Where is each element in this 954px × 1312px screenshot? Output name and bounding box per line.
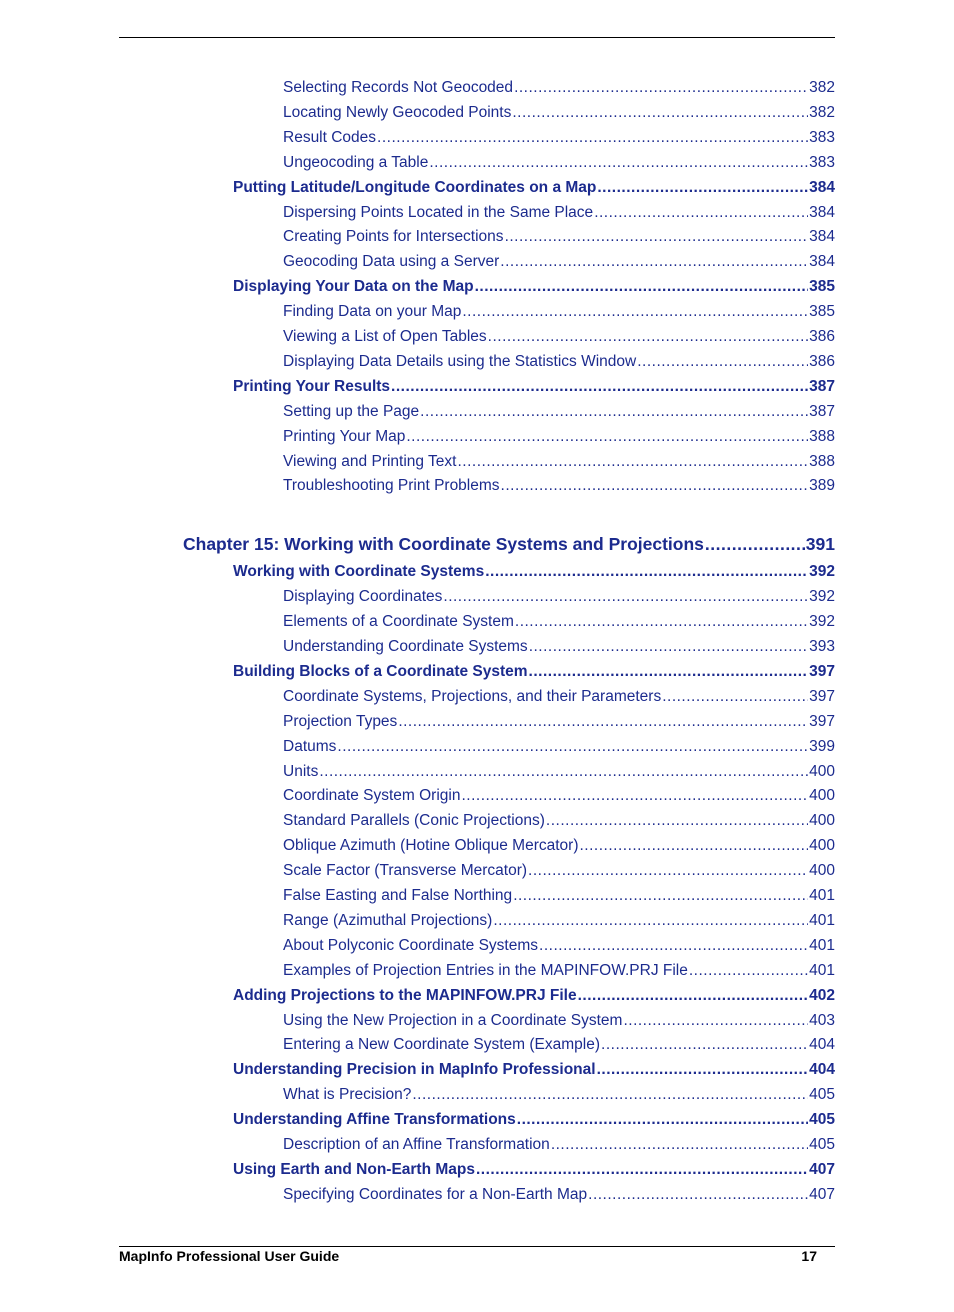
toc-entry-title: Using Earth and Non-Earth Maps	[233, 1160, 475, 1178]
toc-entry-page: 385	[809, 303, 835, 321]
toc-section-entry[interactable]	[233, 661, 835, 683]
toc-entry-page: 401	[809, 936, 835, 954]
toc-subsection-entry[interactable]	[283, 152, 835, 174]
toc-dot-leader	[578, 985, 809, 1007]
toc-entry-title: Printing Your Map	[283, 427, 406, 445]
toc-entry-page: 388	[809, 452, 835, 470]
toc-entry-title: Setting up the Page	[283, 402, 420, 420]
toc-entry-title: Specifying Coordinates for a Non-Earth Map	[283, 1185, 588, 1203]
toc-entry-page: 382	[809, 103, 835, 121]
toc-entry-page: 384	[809, 178, 835, 196]
toc-section-entry[interactable]	[233, 276, 835, 298]
toc-dot-leader	[539, 935, 808, 957]
toc-entry-page: 392	[809, 563, 835, 581]
toc-subsection-entry[interactable]	[283, 935, 835, 957]
toc-entry-title: Coordinate System Origin	[283, 787, 461, 805]
toc-dot-leader	[597, 1059, 809, 1081]
toc-entry-title: Building Blocks of a Coordinate System	[233, 662, 528, 680]
toc-dot-leader	[662, 686, 808, 708]
toc-subsection-entry[interactable]	[283, 835, 835, 857]
toc-dot-leader	[551, 1134, 808, 1156]
toc-dot-leader	[429, 152, 808, 174]
toc-entry-title: Adding Projections to the MAPINFOW.PRJ File	[233, 986, 577, 1004]
toc-entry-page: 404	[809, 1061, 835, 1079]
toc-entry-page: 397	[809, 662, 835, 680]
toc-entry-title: Entering a New Coordinate System (Example)	[283, 1036, 601, 1054]
toc-subsection-entry[interactable]	[283, 636, 835, 658]
toc-chapter-entry[interactable]	[183, 531, 835, 557]
toc-entry-title: False Easting and False Northing	[283, 887, 513, 904]
toc-subsection-entry[interactable]	[283, 1184, 835, 1206]
toc-subsection-entry[interactable]	[283, 226, 835, 248]
toc-entry-page: 405	[809, 1111, 835, 1129]
toc-subsection-entry[interactable]	[283, 127, 835, 149]
toc-subsection-entry[interactable]	[283, 1134, 835, 1156]
toc-entry-title: Locating Newly Geocoded Points	[283, 103, 512, 121]
toc-subsection-entry[interactable]	[283, 785, 835, 807]
toc-entry-title: Description of an Affine Transformation	[283, 1136, 550, 1153]
toc-entry-title: Displaying Data Details using the Statistics Window	[283, 352, 637, 370]
toc-subsection-entry[interactable]	[283, 810, 835, 832]
toc-subsection-entry[interactable]	[283, 910, 835, 932]
toc-subsection-entry[interactable]	[283, 251, 835, 273]
toc-dot-leader	[391, 376, 808, 398]
toc-subsection-entry[interactable]	[283, 475, 835, 497]
toc-entry-page: 383	[809, 128, 835, 146]
toc-entry-title: Displaying Your Data on the Map	[233, 278, 474, 296]
toc-section-entry[interactable]	[233, 561, 835, 583]
toc-entry-page: 400	[809, 837, 835, 855]
toc-subsection-entry[interactable]	[283, 326, 835, 348]
toc-section-entry[interactable]	[233, 177, 835, 199]
toc-entry-page: 393	[809, 638, 835, 655]
toc-entry-page: 387	[809, 377, 835, 395]
toc-subsection-entry[interactable]	[283, 401, 835, 423]
toc-entry-title: Putting Latitude/Longitude Coordinates on a Map	[233, 178, 597, 196]
toc-subsection-entry[interactable]	[283, 102, 835, 124]
toc-dot-leader	[594, 202, 808, 224]
toc-subsection-entry[interactable]	[283, 686, 835, 708]
toc-dot-leader	[637, 351, 808, 373]
toc-dot-leader	[515, 611, 808, 633]
toc-dot-leader	[488, 326, 808, 348]
toc-entry-title: Displaying Coordinates	[283, 588, 443, 606]
toc-subsection-entry[interactable]	[283, 960, 835, 982]
toc-dot-leader	[398, 711, 808, 733]
toc-entry-page: 384	[809, 253, 835, 271]
toc-dot-leader	[457, 451, 808, 473]
toc-dot-leader	[319, 761, 808, 783]
toc-subsection-entry[interactable]	[283, 1084, 835, 1106]
toc-entry-page: 385	[809, 278, 835, 296]
toc-entry-page: 386	[809, 352, 835, 370]
toc-entry-page: 405	[809, 1136, 835, 1153]
toc-dot-leader	[493, 910, 808, 932]
toc-dot-leader	[461, 785, 808, 807]
toc-entry-title: Standard Parallels (Conic Projections)	[283, 812, 545, 830]
toc-dot-leader	[412, 1084, 808, 1106]
toc-subsection-entry[interactable]	[283, 77, 835, 99]
toc-entry-page: 401	[809, 961, 835, 979]
toc-entry-title: Understanding Precision in MapInfo Professional	[233, 1061, 596, 1079]
toc-dot-leader	[462, 301, 808, 323]
toc-entry-page: 397	[809, 712, 835, 730]
toc-dot-leader	[514, 77, 808, 99]
toc-entry-page: 382	[809, 79, 835, 96]
toc-entry-page: 384	[809, 228, 835, 246]
toc-entry-title: About Polyconic Coordinate Systems	[283, 936, 539, 954]
toc-entry-page: 388	[809, 427, 835, 445]
toc-subsection-entry[interactable]	[283, 860, 835, 882]
toc-dot-leader	[500, 251, 808, 273]
toc-entry-page: 407	[809, 1160, 835, 1178]
toc-dot-leader	[476, 1159, 808, 1181]
toc-dot-leader	[689, 960, 808, 982]
toc-dot-leader	[485, 561, 808, 583]
toc-dot-leader	[443, 586, 808, 608]
toc-entry-title: Range (Azimuthal Projections)	[283, 911, 493, 929]
toc-entry-page: 389	[809, 477, 835, 495]
toc-subsection-entry[interactable]	[283, 1010, 835, 1032]
toc-entry-page: 402	[809, 986, 835, 1004]
toc-subsection-entry[interactable]	[283, 202, 835, 224]
toc-entry-title: Viewing and Printing Text	[283, 452, 457, 470]
toc-dot-leader	[517, 1109, 808, 1131]
toc-subsection-entry[interactable]	[283, 351, 835, 373]
toc-entry-title: Chapter 15: Working with Coordinate Systems and Projections	[183, 534, 704, 555]
toc-dot-leader	[337, 736, 808, 758]
toc-entry-page: 407	[809, 1185, 835, 1203]
toc-dot-leader	[529, 661, 809, 683]
toc-entry-title: Result Codes	[283, 128, 377, 146]
toc-dot-leader	[588, 1184, 808, 1206]
toc-dot-leader	[580, 835, 809, 857]
toc-entry-title: Understanding Coordinate Systems	[283, 638, 528, 655]
toc-entry-title: Oblique Azimuth (Hotine Oblique Mercator)	[283, 837, 579, 855]
toc-entry-title: Printing Your Results	[233, 377, 391, 395]
toc-entry-page: 400	[809, 812, 835, 830]
toc-subsection-entry[interactable]	[283, 426, 835, 448]
footer-rule	[119, 1246, 835, 1247]
toc-dot-leader	[475, 276, 809, 298]
toc-dot-leader	[513, 885, 808, 907]
toc-subsection-entry[interactable]	[283, 885, 835, 907]
toc-entry-title: Ungeocoding a Table	[283, 153, 429, 171]
toc-dot-leader	[420, 401, 808, 423]
toc-entry-title: Elements of a Coordinate System	[283, 613, 514, 631]
toc-entry-title: Finding Data on your Map	[283, 303, 462, 321]
toc-subsection-entry[interactable]	[283, 451, 835, 473]
toc-entry-page: 403	[809, 1011, 835, 1029]
toc-dot-leader	[406, 426, 808, 448]
toc-section-entry[interactable]	[233, 985, 835, 1007]
toc-dot-leader	[512, 102, 808, 124]
toc-dot-leader	[705, 531, 805, 557]
toc-dot-leader	[501, 475, 809, 497]
toc-entry-title: What is Precision?	[283, 1086, 412, 1104]
toc-dot-leader	[528, 860, 808, 882]
toc-entry-title: Creating Points for Intersections	[283, 228, 504, 246]
toc-entry-page: 387	[809, 402, 835, 420]
toc-dot-leader	[505, 226, 809, 248]
toc-entry-page: 400	[809, 862, 835, 880]
toc-entry-title: Understanding Affine Transformations	[233, 1111, 516, 1129]
toc-entry-title: Troubleshooting Print Problems	[283, 477, 500, 495]
toc-entry-page: 391	[805, 534, 835, 555]
toc-entry-title: Examples of Projection Entries in the MAPINFOW.PRJ File	[283, 961, 688, 979]
toc-entry-page: 401	[809, 887, 835, 904]
toc-subsection-entry[interactable]	[283, 301, 835, 323]
toc-entry-page: 399	[809, 737, 835, 755]
toc-entry-page: 405	[809, 1086, 835, 1104]
toc-entry-title: Dispersing Points Located in the Same Place	[283, 203, 594, 221]
toc-subsection-entry[interactable]	[283, 736, 835, 758]
toc-subsection-entry[interactable]	[283, 711, 835, 733]
toc-entry-title: Coordinate Systems, Projections, and their Parameters	[283, 687, 662, 705]
toc-entry-title: Projection Types	[283, 712, 398, 730]
toc-entry-page: 383	[809, 153, 835, 171]
toc-entry-page: 386	[809, 328, 835, 345]
toc-dot-leader	[529, 636, 808, 658]
toc-entry-page: 400	[809, 787, 835, 805]
toc-entry-title: Working with Coordinate Systems	[233, 563, 485, 581]
toc-subsection-entry[interactable]	[283, 586, 835, 608]
toc-entry-title: Datums	[283, 737, 337, 755]
toc-entry-title: Scale Factor (Transverse Mercator)	[283, 862, 528, 880]
footer-title: MapInfo Professional User Guide	[119, 1248, 340, 1264]
footer-page-number: 17	[801, 1248, 817, 1264]
toc-entry-title: Using the New Projection in a Coordinate System	[283, 1011, 623, 1029]
toc-section-entry[interactable]	[233, 376, 835, 398]
toc-dot-leader	[601, 1034, 808, 1056]
toc-entry-page: 392	[809, 613, 835, 631]
toc-dot-leader	[546, 810, 808, 832]
toc-entry-title: Viewing a List of Open Tables	[283, 328, 487, 345]
toc-entry-page: 404	[809, 1036, 835, 1054]
toc-entry-page: 392	[809, 588, 835, 606]
toc-entry-title: Geocoding Data using a Server	[283, 253, 500, 271]
toc-entry-page: 400	[809, 762, 835, 780]
toc-entry-page: 384	[809, 203, 835, 221]
toc-section-entry[interactable]	[233, 1059, 835, 1081]
toc-section-entry[interactable]	[233, 1159, 835, 1181]
toc-entry-page: 401	[809, 911, 835, 929]
toc-dot-leader	[623, 1010, 808, 1032]
toc-subsection-entry[interactable]	[283, 611, 835, 633]
toc-subsection-entry[interactable]	[283, 1034, 835, 1056]
toc-entry-title: Selecting Records Not Geocoded	[283, 79, 514, 96]
toc-entry-title: Units	[283, 762, 319, 780]
toc-entry-page: 397	[809, 687, 835, 705]
toc-subsection-entry[interactable]	[283, 761, 835, 783]
toc-dot-leader	[597, 177, 808, 199]
toc-dot-leader	[377, 127, 808, 149]
toc-section-entry[interactable]	[233, 1109, 835, 1131]
